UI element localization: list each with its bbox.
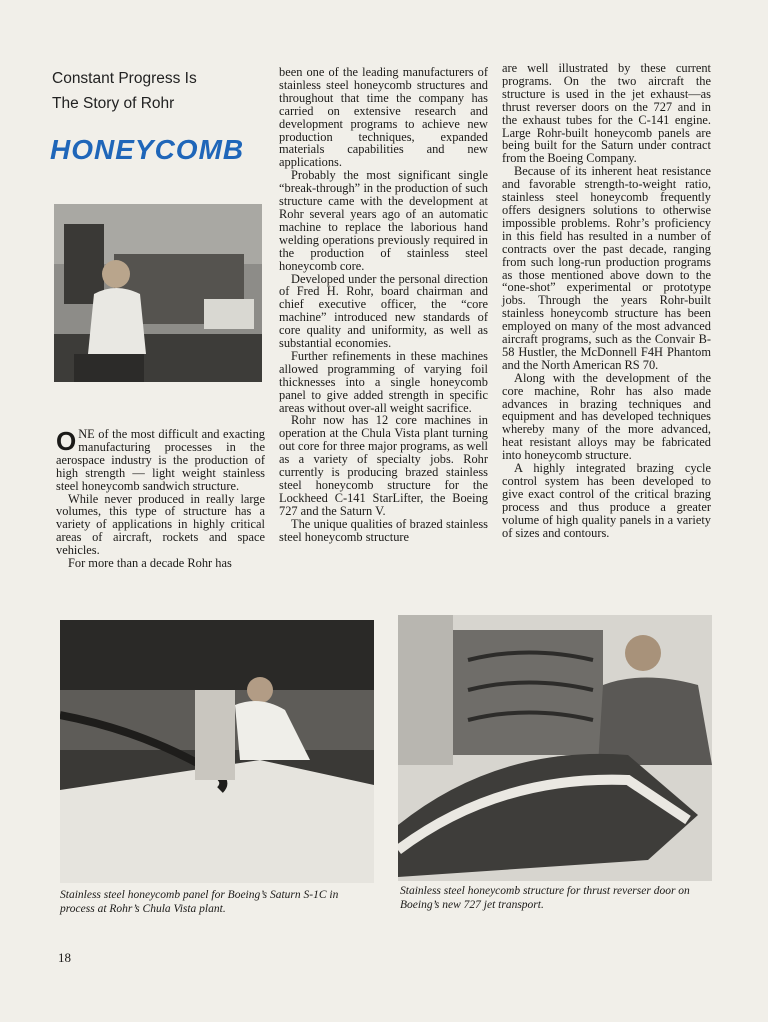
- page-number: 18: [58, 950, 71, 965]
- column-2-paragraph-5: Rohr now has 12 core machines in operation at the Chula Vista plant turning out core for three major programs, as well as a variety of specialty jobs. Rohr currently is producing brazed stainless steel honeycomb structure for the Lockheed C-141 StarLifter, the Boeing 727 and the Saturn V.: [279, 413, 488, 518]
- column-1: [56, 428, 265, 570]
- drop-cap: O: [56, 426, 77, 456]
- column-3-paragraph-4: A highly integrated brazing cycle control system has been developed to give exact control of the critical brazing process and thus produce a greater volume of high quality panels in a variety of sizes and contours.: [502, 461, 711, 540]
- column-2-paragraph-4: Further refinements in these machines allowed programming of varying foil thicknesses into a single honeycomb panel to give added strength in specific areas without over-all weight sacrifice.: [279, 348, 488, 415]
- column-2-paragraph-6: The unique qualities of brazed stainless steel honeycomb structure: [279, 516, 488, 544]
- column-2-paragraph-1: been one of the leading manufacturers of stainless steel honeycomb structures and throughout that time the company has carried on extensive research and development programs to achieve new production techniques, expanded materials capabilities and new applications.: [279, 65, 488, 170]
- column-1-text-1: NE of the most difficult and exacting manufacturing processes in the aerospace industry is the production of high strength — light weight stainless steel honeycomb sandwich structure.: [56, 427, 265, 493]
- thrust-reverser-photo: [398, 615, 712, 881]
- caption-right: Stainless steel honeycomb structure for thrust reverser door on Boeing’s new 727 jet transport.: [400, 885, 690, 911]
- column-3-paragraph-3: Along with the development of the core machine, Rohr has also made advances in brazing techniques and equipment and has developed techniques whereby many of the more advanced, heat resistant alloys may be fabricated into honeycomb structure.: [502, 370, 711, 463]
- column-1-paragraph-3: For more than a decade Rohr has: [68, 556, 232, 571]
- column-1-paragraph-2: While never produced in really large volumes, this type of structure has a variety of applications in highly critical areas of aircraft, rockets and space vehicles.: [56, 491, 265, 558]
- caption-left: Stainless steel honeycomb panel for Boeing’s Saturn S-1C in process at Rohr’s Chula Vista plant.: [60, 889, 339, 915]
- article-title: HONEYCOMB: [50, 134, 245, 165]
- column-3-paragraph-1: are well illustrated by these current programs. On the two aircraft the structure is used in the jet exhaust—as thrust reverser doors on the 727 and in the exhaust tubes for the C-141 engine. Large Rohr-built honeycomb panels are being built for the Saturn under contract from the Boeing Company.: [502, 61, 711, 166]
- kicker-line-1: Constant Progress Is: [52, 70, 197, 87]
- column-3-paragraph-2: Because of its inherent heat resistance and favorable strength-to-weight ratio, stainless steel honeycomb frequently offers designers solutions to otherwise impossible problems. Rohr’s proficiency in this field has resulted in a number of contracts over the past decade, ranging from such long-run production programs as those mentioned above down to the “one-shot” experimental or prototype jobs. Through the years Rohr-built stainless honeycomb structure has been employed on many of the most advanced aircraft programs, such as the Convair B-58 Hustler, the McDonnell F4H Phantom and the North American RS 70.: [502, 164, 711, 372]
- column-2: [279, 66, 488, 544]
- kicker-line-2: The Story of Rohr: [52, 95, 175, 112]
- column-3: [502, 62, 711, 540]
- core-machine-photo: [54, 204, 262, 382]
- column-2-paragraph-2: Probably the most significant single “break-through” in the production of such structure came with the development at Rohr several years ago of an automatic machine to replace the laborious hand welding operations previously required in the production of stainless steel honeycomb core.: [279, 168, 488, 273]
- saturn-panel-photo: [60, 620, 374, 883]
- column-2-paragraph-3: Developed under the personal direction of Fred H. Rohr, board chairman and chief executive officer, the “core machine” introduced new standards of core quality and uniformity, as well as substantial economies.: [279, 271, 488, 351]
- article-kicker: [52, 66, 262, 116]
- column-1-paragraph-1: [56, 428, 265, 493]
